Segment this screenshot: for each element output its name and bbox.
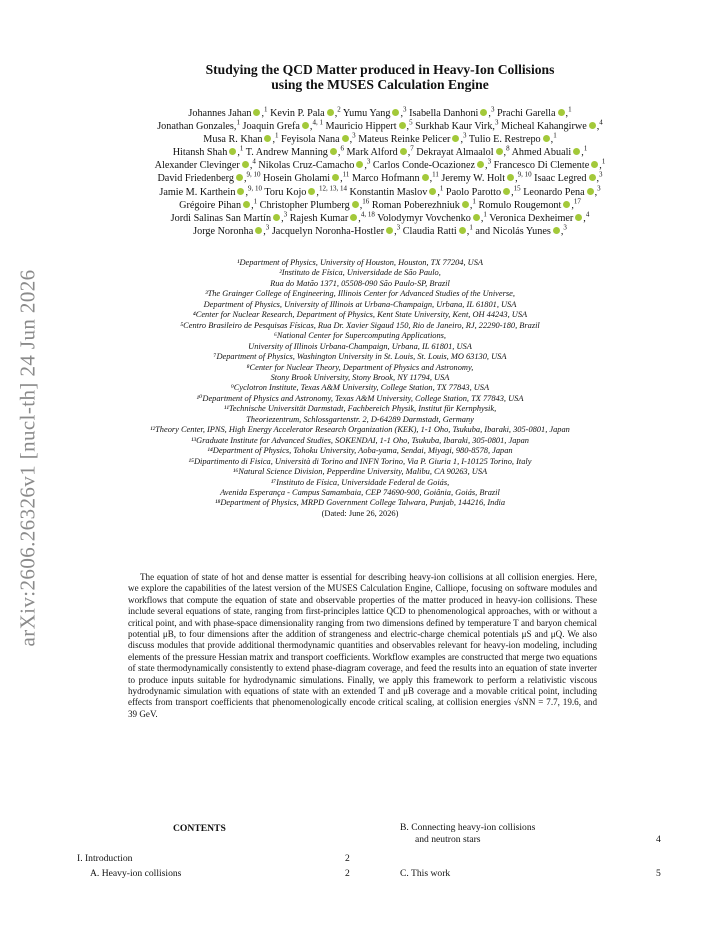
affiliation-line: ¹Department of Physics, University of Houston, Houston, TX 77204, USA [236, 258, 484, 267]
author-name: Mauricio Hippert [325, 121, 397, 133]
author-name: Tulio E. Restrepo [468, 134, 541, 146]
title-line-2: using the MUSES Calculation Engine [271, 77, 489, 92]
contents-heading: CONTENTS [173, 823, 226, 834]
affiliation-marker: 3 [462, 131, 467, 140]
orcid-icon[interactable] [503, 188, 510, 195]
affiliation-marker: 3 [265, 223, 270, 232]
author-name: Mark Alford [346, 147, 398, 159]
author-name: Toru Kojo [264, 186, 307, 198]
author-name: Rajesh Kumar [289, 212, 349, 224]
orcid-icon[interactable] [589, 122, 596, 129]
affiliation-marker: 9, 10 [248, 184, 263, 193]
affiliation-marker: 3 [563, 223, 567, 232]
orcid-icon[interactable] [242, 161, 249, 168]
author-name: Volodymyr Vovchenko [377, 212, 471, 224]
affiliation-marker: 1 [439, 184, 444, 193]
affiliation-marker: 8 [506, 144, 510, 153]
orcid-icon[interactable] [229, 148, 236, 155]
author-name: Paolo Parotto [445, 186, 502, 198]
author-name: Roman Poberezhniuk [371, 199, 460, 211]
affiliation-marker: 7 [410, 144, 414, 153]
orcid-icon[interactable] [553, 227, 560, 234]
author-line: Jorge Noronha ,$^3$ Jacquelyn Noronha-Hostler ,$^3$ Claudia Ratti ,$^1$ and Nicolás Yunes ,$^3$ [193, 223, 567, 237]
author-name: Yumu Yang [342, 108, 391, 119]
author-name: Grégoire Pihan [179, 199, 242, 211]
orcid-icon[interactable] [473, 214, 480, 221]
orcid-icon[interactable] [575, 214, 582, 221]
toc-page: 2 [345, 853, 350, 864]
affiliation-line: ¹³Graduate Institute for Advanced Studies, SOKENDAI, 1-1 Oho, Tsukuba, Ibaraki, 305-0801, Japan [191, 435, 529, 445]
author-name: Surkhab Kaur Virk, [415, 121, 495, 133]
author-name: Christopher Plumberg [259, 199, 350, 211]
author-name: Dekrayat Almaalol [416, 147, 494, 159]
toc-entry-this-work[interactable] [400, 868, 665, 880]
author-line: David Friedenberg ,$^{9, 10}$ Hosein Gholami ,$^{11}$ Marco Hofmann ,$^{11}$ Jeremy W. Holt ,$^{9, 10}$ Isaac Legred ,$^3$ [157, 171, 603, 185]
affiliation-marker: 3 [352, 131, 356, 140]
orcid-icon[interactable] [273, 214, 280, 221]
orcid-icon[interactable] [452, 135, 459, 142]
author-name: Jacquelyn Noronha-Hostler [271, 225, 385, 237]
affiliation-list [40, 258, 680, 519]
author-name: Francesco Di Clemente [493, 160, 590, 172]
author-name: Alexander Clevinger [154, 160, 240, 172]
affiliation-marker: 3 [283, 210, 288, 219]
author-name: Jordi Salinas San Martín [170, 212, 272, 224]
affiliation-marker: 12, 13, 14 [318, 184, 347, 193]
author-line: Alexander Clevinger ,$^4$ Nikolas Cruz-Camacho ,$^3$ Carlos Conde-Ocazionez ,$^3$ Francesco Di Clemente ,$^1$ [154, 157, 606, 172]
title-line-1: Studying the QCD Matter produced in Heavy-Ion Collisions [205, 62, 555, 77]
affiliation-marker: 15 [513, 184, 521, 193]
orcid-icon[interactable] [264, 135, 271, 142]
orcid-icon[interactable] [332, 174, 339, 181]
affiliation-marker: 1 [274, 131, 279, 140]
toc-page: 4 [656, 834, 661, 846]
affiliation-marker: 1 [469, 223, 473, 232]
affiliation-marker: 11 [342, 171, 350, 180]
orcid-icon[interactable] [429, 188, 436, 195]
author-name: Joaquin Grefa [242, 121, 300, 133]
toc-label: I. Introduction [77, 853, 133, 864]
orcid-icon[interactable] [253, 109, 260, 116]
orcid-icon[interactable] [459, 227, 466, 234]
toc-page: 2 [345, 868, 350, 879]
author-name: David Friedenberg [157, 173, 234, 185]
orcid-icon[interactable] [480, 109, 487, 116]
affiliation-marker: 6 [340, 144, 344, 153]
toc-label-continued: and neutron stars [415, 834, 481, 846]
orcid-icon[interactable] [563, 201, 570, 208]
author-name: Johannes Jahan [188, 108, 252, 119]
author-name: Isaac Legred [534, 173, 587, 185]
toc-label: A. Heavy-ion collisions [90, 868, 182, 879]
affiliation-line: ¹²Theory Center, IPNS, High Energy Accelerator Research Organization (KEK), 1-1 Oho, Tsukuba, Ibaraki, 305-0801, Japan [150, 425, 570, 435]
affiliation-marker: 1 [239, 144, 244, 153]
orcid-icon[interactable] [308, 188, 315, 195]
affiliation-line: ⁹Cyclotron Institute, Texas A&M University, College Station, TX 77843, USA [230, 383, 490, 393]
affiliation-line: ⁶National Center for Supercomputing Applications, [273, 331, 447, 341]
affiliation-marker: 1 [236, 118, 240, 127]
author-line: Hitansh Shah ,$^1$ T. Andrew Manning ,$^6$ Mark Alford ,$^7$ Dekrayat Almaalol ,$^8$ Ahmed Abuali ,$^1$ [172, 144, 588, 159]
author-name: Jorge Noronha [193, 225, 254, 237]
affiliation-line: ¹⁸Department of Physics, MRPD Government College Talwara, Punjab, 144216, India [214, 498, 506, 508]
orcid-icon[interactable] [350, 214, 357, 221]
orcid-icon[interactable] [587, 188, 594, 195]
orcid-icon[interactable] [507, 174, 514, 181]
affiliation-line: ⁴Center for Nuclear Research, Department of Physics, Kent State University, Kent, OH 44243, USA [192, 310, 528, 320]
orcid-icon[interactable] [462, 201, 469, 208]
orcid-icon[interactable] [330, 148, 337, 155]
toc-page: 5 [656, 868, 661, 879]
author-name: Leonardo Pena [523, 186, 585, 198]
author-name: Veronica Dexheimer [489, 212, 574, 224]
toc-entry-heavy-ion-collisions[interactable] [90, 868, 357, 880]
orcid-icon[interactable] [386, 227, 393, 234]
affiliation-marker: 11 [432, 171, 439, 180]
author-name: Mateus Reinke Pelicer [358, 134, 451, 146]
affiliation-line: ³The Grainger College of Engineering, Illinois Center for Advanced Studies of the Universe, [205, 289, 515, 299]
affiliation-marker: 4, 18 [360, 210, 375, 219]
affiliation-line: ¹⁷Instituto de Física, Universidade Federal de Goiás, [270, 477, 450, 487]
author-name: Claudia Ratti [402, 225, 457, 237]
affiliation-marker: 1 [583, 144, 588, 153]
affiliation-marker: 9, 10 [246, 171, 261, 180]
toc-entry-introduction[interactable] [77, 853, 357, 865]
orcid-icon[interactable] [543, 135, 550, 142]
orcid-icon[interactable] [496, 148, 503, 155]
author-line: Jamie M. Karthein ,$^{9, 10}$ Toru Kojo ,$^{12, 13, 14}$ Konstantin Maslov ,$^1$ Paolo Parotto ,$^{15}$ Leonardo Pena ,$^3$ [159, 184, 601, 198]
affiliation-marker: 16 [362, 197, 370, 206]
affiliation-marker: 3 [366, 157, 371, 166]
affiliation-marker: 4 [599, 118, 603, 127]
author-name: Micheal Kahangirwe [501, 121, 587, 133]
orcid-icon[interactable] [591, 161, 598, 168]
arxiv-identifier: arXiv:2606.26326v1 [nucl-th] 24 Jun 2026 [15, 269, 40, 647]
affiliation-line: ⁸Center for Nuclear Theory, Department of Physics and Astronomy, [246, 362, 474, 372]
author-name: and Nicolás Yunes [475, 225, 551, 237]
author-name: Feyisola Nana [281, 134, 340, 146]
affiliation-marker: 1 [264, 105, 268, 114]
author-line: Johannes Jahan ,$^1$ Kevin P. Pala ,$^2$ Yumu Yang ,$^3$ Isabella Danhoni ,$^3$ Prachi Garella ,$^1$ [188, 105, 572, 119]
author-name: Carlos Conde-Ocazionez [372, 160, 476, 172]
affiliation-marker: 9, 10 [517, 171, 532, 180]
affiliation-marker: 1 [601, 157, 606, 166]
author-name: Konstantin Maslov [349, 186, 428, 198]
affiliation-marker: 4 [585, 210, 590, 219]
affiliation-marker: 1 [483, 210, 487, 219]
affiliation-marker: 5 [409, 118, 413, 127]
affiliation-marker: 3 [494, 118, 499, 127]
affiliation-line: Stony Brook University, Stony Brook, NY 11794, USA [270, 372, 450, 382]
affiliation-line: University of Illinois Urbana-Champaign, Urbana, IL 61801, USA [248, 341, 472, 351]
toc-label: B. Connecting heavy-ion collisions [400, 822, 536, 833]
orcid-icon[interactable] [589, 174, 596, 181]
affiliation-marker: 1 [253, 197, 258, 206]
orcid-icon[interactable] [477, 161, 484, 168]
author-name: Jonathan Gonzales, [157, 121, 237, 133]
affiliation-line: Avenida Esperança - Campus Samambaia, CEP 74690-900, Goiânia, Goiás, Brazil [220, 487, 500, 497]
author-name: Hitansh Shah [172, 147, 228, 159]
orcid-icon[interactable] [392, 109, 399, 116]
orcid-icon[interactable] [327, 109, 334, 116]
affiliation-line: ¹⁵Dipartimento di Fisica, Università di Torino and INFN Torino, Via P. Giuria 1, I-10125 Torino, Italy [188, 456, 532, 466]
affiliation-marker: 1 [568, 105, 572, 114]
orcid-icon[interactable] [302, 122, 309, 129]
author-name: Nikolas Cruz-Camacho [258, 160, 355, 172]
orcid-icon[interactable] [573, 148, 580, 155]
affiliation-marker: 3 [597, 184, 601, 193]
author-name: Romulo Rougemont [478, 199, 562, 211]
affiliation-line: ⁷Department of Physics, Washington University in St. Louis, St. Louis, MO 63130, USA [213, 352, 507, 362]
affiliation-marker: 3 [490, 105, 495, 114]
affiliation-line: Department of Physics, University of Illinois at Urbana-Champaign, Urbana, IL 61801, USA [203, 299, 517, 309]
author-line: Musa R. Khan ,$^1$ Feyisola Nana ,$^3$ Mateus Reinke Pelicer ,$^3$ Tulio E. Restrepo ,$^1$ [203, 131, 557, 146]
affiliation-marker: 17 [573, 197, 581, 206]
orcid-icon[interactable] [236, 174, 243, 181]
affiliation-line: Rua do Matão 1371, 05508-090 São Paulo-SP, Brazil [270, 278, 450, 288]
affiliation-marker: 4, 1 [312, 118, 323, 127]
author-name: Jamie M. Karthein [159, 186, 236, 198]
affiliation-marker: 2 [337, 105, 341, 114]
affiliation-marker: 1 [472, 197, 476, 206]
affiliation-line: ¹⁴Department of Physics, Tohoku University, Aoba-yama, Sendai, Miyagi, 980-8578, Japan [207, 446, 513, 456]
dated-line: (Dated: June 26, 2026) [321, 508, 399, 518]
affiliation-marker: 3 [487, 157, 492, 166]
author-name: Isabella Danhoni [409, 108, 479, 119]
affiliation-line: ²Instituto de Física, Universidade de São Paulo, [279, 268, 441, 278]
author-name: Marco Hofmann [351, 173, 420, 185]
orcid-icon[interactable] [400, 148, 407, 155]
affiliation-line: ¹⁰Department of Physics and Astronomy, Texas A&M University, College Station, TX 77843, USA [196, 393, 524, 403]
author-line: Jordi Salinas San Martín ,$^3$ Rajesh Kumar ,$^{4, 18}$ Volodymyr Vovchenko ,$^1$ Veronica Dexheimer ,$^4$ [170, 210, 590, 224]
affiliation-line: Theoriezentrum, Schlossgartenstr. 2, D-64289 Darmstadt, Germany [246, 414, 474, 424]
affiliation-marker: 3 [599, 171, 603, 180]
orcid-icon[interactable] [243, 201, 250, 208]
orcid-icon[interactable] [399, 122, 406, 129]
toc-entry-connecting-neutron-stars[interactable] [400, 822, 665, 847]
affiliation-line: ¹¹Technische Universität Darmstadt, Fachbereich Physik, Institut für Kernphysik, [223, 404, 497, 414]
affiliation-line: ¹⁶Natural Science Division, Pepperdine University, Malibu, CA 90263, USA [232, 467, 488, 477]
author-name: Musa R. Khan [203, 134, 263, 146]
author-name: Ahmed Abuali [511, 147, 572, 159]
orcid-icon[interactable] [352, 201, 359, 208]
affiliation-marker: 4 [252, 157, 256, 166]
affiliation-line: ⁵Centro Brasileiro de Pesquisas Físicas, Rua Dr. Xavier Sigaud 150, Rio de Janeiro, RJ, 22290-180, Brazil [180, 320, 540, 330]
paper-title [100, 62, 660, 92]
orcid-icon[interactable] [255, 227, 262, 234]
author-name: Hosein Gholami [263, 173, 331, 185]
orcid-icon[interactable] [356, 161, 363, 168]
author-line: Jonathan Gonzales,$^1$ Joaquin Grefa ,$^{4, 1}$ Mauricio Hippert ,$^5$ Surkhab Kaur Virk,$^3$ Micheal Kahangirwe ,$^4$ [157, 118, 603, 133]
affiliation-marker: 1 [553, 131, 557, 140]
author-list [62, 107, 698, 238]
author-name: Prachi Garella [496, 108, 556, 119]
affiliation-marker: 3 [396, 223, 401, 232]
author-name: T. Andrew Manning [245, 147, 328, 159]
orcid-icon[interactable] [422, 174, 429, 181]
author-name: Kevin P. Pala [270, 108, 325, 119]
orcid-icon[interactable] [342, 135, 349, 142]
author-line: Grégoire Pihan ,$^1$ Christopher Plumberg ,$^{16}$ Roman Poberezhniuk ,$^1$ Romulo Rougemont ,$^{17}$ [179, 197, 581, 211]
orcid-icon[interactable] [558, 109, 565, 116]
orcid-icon[interactable] [237, 188, 244, 195]
affiliation-marker: 3 [403, 105, 407, 114]
author-name: Jeremy W. Holt [441, 173, 506, 185]
toc-label: C. This work [400, 868, 451, 879]
abstract: The equation of state of hot and dense matter is essential for describing heavy-ion collisions at all collision energies. Here, we explore the capabilities of the latest version of the MUSES Calculation Engine, Calliope, focusing on software modules and workflows that compute the equation of state and observable properties of the matter produced in heavy-ion collisions. These include several equations of state, ranging from first-principles lattice QCD to phenomenological approaches, with or without a critical point, and with phase-space dimensionality ranging from two dimensions defined by temperature T and baryon chemical potential μB, to four dimensions after the addition of strangeness and electric-charge chemical potentials μS and μQ. We also discuss modules that provide additional thermodynamic quantities and observables relevant for heavy-ion modeling, including elements of the pressure Hessian matrix and transport coefficients. Workflow examples are constructed that merge two equations of state thermodynamically consistently to extend phase-diagram coverage, and feed the results into an equation of state inverter to produce inputs suitable for hydrodynamic simulations. Finally, we apply this framework to perform a relativistic viscous hydrodynamic simulation with equations of state with an extended T and μB coverage and a movable critical point, including effects from transport coefficients that phenomenologically encode critical scaling, at collision energies √sNN = 7.7, 19.6, and 39 GeV. [128, 572, 597, 719]
